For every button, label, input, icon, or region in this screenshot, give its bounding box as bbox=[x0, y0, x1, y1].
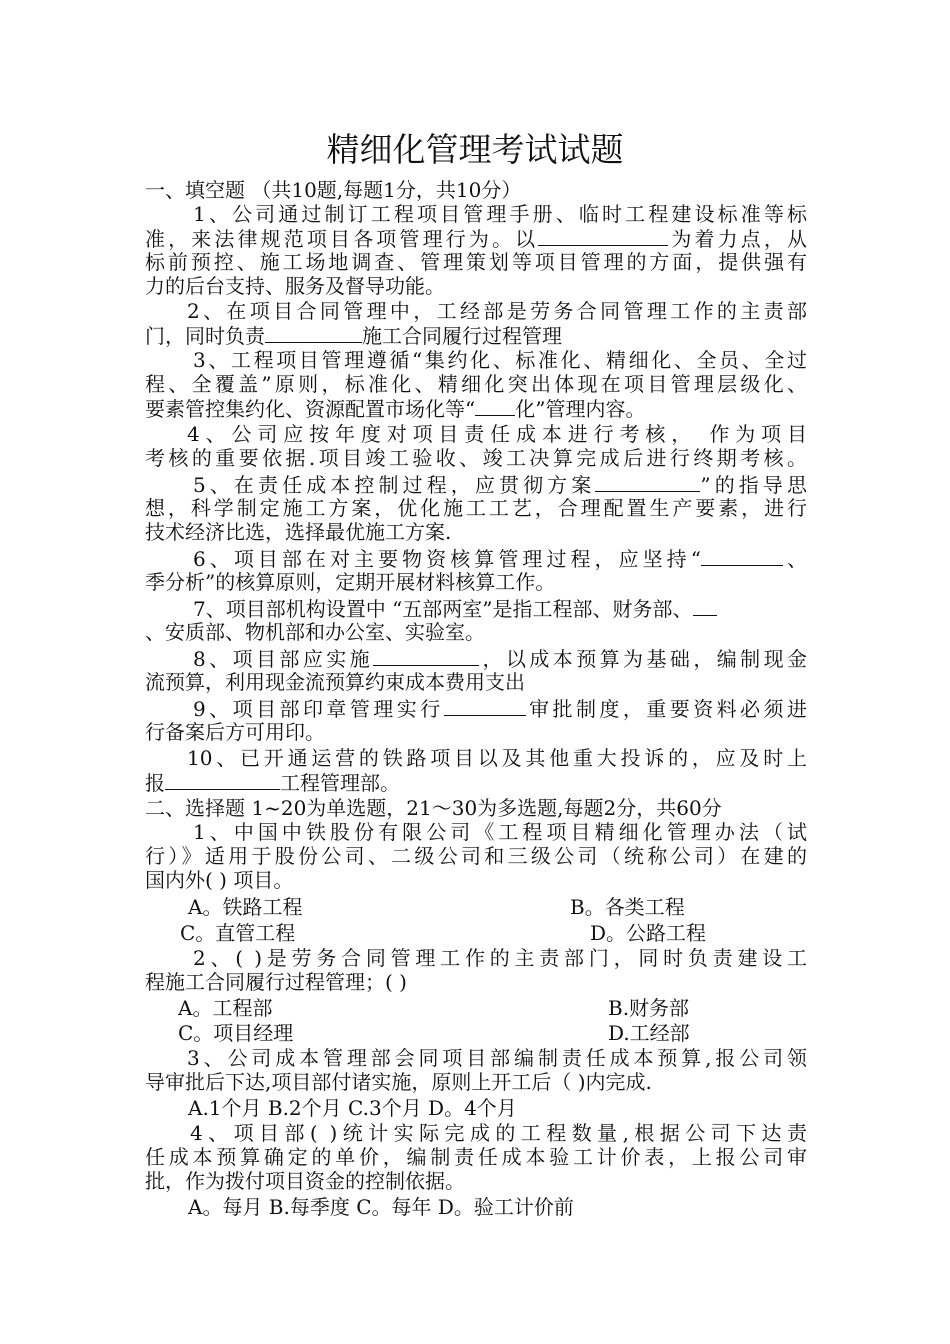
q4-line-1: 4、公司应按年度对项目责任成本进行考核， 作为项目 bbox=[187, 422, 807, 446]
q1-text-after-blank: 为着力点，从 bbox=[668, 227, 808, 251]
q5-text-before-blank: 5、在责任成本控制过程，应贯彻方案 bbox=[193, 473, 596, 497]
q7-text: 7、项目部机构设置中 “五部两室”是指工程部、财务部、 bbox=[193, 597, 693, 621]
q9-line-2: 行备案后方可用印。 bbox=[145, 720, 325, 744]
q2-answer-blank[interactable] bbox=[265, 323, 362, 343]
mc-q1-line-1: 1、中国中铁股份有限公司《工程项目精细化管理办法（试 bbox=[193, 820, 807, 844]
mc-q2-option-b[interactable]: B.财务部 bbox=[608, 996, 690, 1020]
mc-q2-option-d[interactable]: D.工经部 bbox=[608, 1021, 690, 1045]
q1-line-1: 1、公司通过制订工程项目管理手册、临时工程建设标准等标 bbox=[193, 202, 807, 226]
q10-text-before-blank: 报 bbox=[145, 771, 165, 795]
mc-q2-option-c[interactable]: C。项目经理 bbox=[178, 1021, 294, 1045]
q6-answer-blank[interactable] bbox=[701, 546, 783, 566]
mc-q1-option-b[interactable]: B。各类工程 bbox=[570, 895, 685, 919]
mc-q4-line-2: 任成本预算确定的单价，编制责任成本验工计价表，上报公司审 bbox=[145, 1145, 807, 1169]
mc-q1-line-3: 国内外( ) 项目。 bbox=[145, 868, 294, 892]
mc-q3-line-2: 导审批后下达,项目部付诸实施，原则上开工后（ )内完成. bbox=[145, 1070, 652, 1094]
q6-text-before-blank: 6、项目部在对主要物资核算管理过程，应坚持“ bbox=[193, 547, 701, 571]
q1-line-3: 标前预控、施工场地调查、管理策划等项目管理的方面，提供强有 bbox=[145, 250, 807, 274]
q7-line-2: 、安质部、物机部和办公室、实验室。 bbox=[145, 620, 485, 644]
mc-q1-option-a[interactable]: A。铁路工程 bbox=[188, 895, 303, 919]
mc-q4-line-1: 4、项目部( )统计实际完成的工程数量,根据公司下达责 bbox=[190, 1121, 807, 1145]
q1-text-before-blank: 准，来法律规范项目各项管理行为。以 bbox=[145, 227, 539, 251]
q8-answer-blank[interactable] bbox=[373, 646, 479, 666]
mc-q1-option-c[interactable]: C。直管工程 bbox=[180, 921, 296, 945]
q6-text-after-blank: 、 bbox=[782, 547, 808, 571]
q9-text-before-blank: 9、项目部印章管理实行 bbox=[193, 697, 444, 721]
mc-q4-options[interactable]: A。每月 B.每季度 C。每年 D。验工计价前 bbox=[188, 1195, 574, 1219]
q8-line-2: 流预算，利用现金流预算约束成本费用支出 bbox=[145, 670, 525, 694]
q9-answer-blank[interactable] bbox=[444, 696, 526, 716]
mc-q2-line-2: 程施工合同履行过程管理；( ) bbox=[145, 970, 407, 994]
q2-text-after-blank: 施工合同履行过程管理 bbox=[362, 324, 562, 348]
q8-line-1 bbox=[193, 646, 807, 671]
q10-line-2 bbox=[145, 770, 807, 795]
q10-answer-blank[interactable] bbox=[165, 770, 280, 790]
q9-line-1 bbox=[193, 696, 807, 721]
q3-answer-blank[interactable] bbox=[475, 396, 515, 416]
q5-answer-blank[interactable] bbox=[595, 472, 700, 492]
q1-line-2 bbox=[145, 226, 807, 251]
q3-line-3 bbox=[145, 396, 807, 421]
q4-line-2: 考核的重要依据.项目竣工验收、竣工决算完成后进行终期考核。 bbox=[145, 446, 807, 470]
q2-text-before-blank: 门，同时负责 bbox=[145, 324, 265, 348]
q5-text-after-blank: ”的指导思 bbox=[700, 473, 807, 497]
section-heading-fill-in: 一、填空题 （共10题,每题1分，共10分） bbox=[145, 178, 522, 202]
q7-line-1 bbox=[193, 596, 807, 621]
q10-line-1: 10、已开通运营的铁路项目以及其他重大投诉的，应及时上 bbox=[187, 746, 807, 770]
q8-text-after-blank: ，以成本预算为基础，编制现金 bbox=[479, 647, 808, 671]
mc-q1-option-d[interactable]: D。公路工程 bbox=[590, 921, 707, 945]
q3-text-before-blank: 要素管控集约化、资源配置市场化等“ bbox=[145, 397, 476, 421]
q3-text-after-blank: 化”管理内容。 bbox=[515, 397, 646, 421]
q2-line-1: 2、在项目合同管理中，工经部是劳务合同管理工作的主责部 bbox=[187, 299, 807, 323]
q8-text-before-blank: 8、项目部应实施 bbox=[193, 647, 374, 671]
q3-line-2: 程、全覆盖”原则，标准化、精细化突出体现在项目管理层级化、 bbox=[145, 372, 807, 396]
page-title: 精细化管理考试试题 bbox=[326, 130, 624, 169]
q7-answer-blank[interactable] bbox=[693, 596, 717, 616]
mc-q3-options[interactable]: A.1个月 B.2个月 C.3个月 D。4个月 bbox=[188, 1096, 517, 1120]
q3-line-1: 3、工程项目管理遵循“集约化、标准化、精细化、全员、全过 bbox=[193, 348, 807, 372]
mc-q1-line-2: 行）》适用于股份公司、二级公司和三级公司（统称公司）在建的 bbox=[145, 844, 807, 868]
q6-line-1 bbox=[193, 546, 807, 571]
q5-line-1 bbox=[193, 472, 807, 497]
q1-line-4: 力的后台支持、服务及督导功能。 bbox=[145, 274, 445, 298]
q5-line-3: 技术经济比选，选择最优施工方案. bbox=[145, 520, 452, 544]
q9-text-after-blank: 审批制度，重要资料必须进 bbox=[525, 697, 807, 721]
mc-q2-option-a[interactable]: A。工程部 bbox=[178, 996, 273, 1020]
q1-answer-blank[interactable] bbox=[538, 226, 668, 246]
mc-q2-line-1: 2、( )是劳务合同管理工作的主责部门，同时负责建设工 bbox=[193, 946, 807, 970]
section-heading-multiple-choice: 二、选择题 1~20为单选题，21～30为多选题,每题2分，共60分 bbox=[145, 796, 722, 820]
q6-line-2: 季分析”的核算原则，定期开展材料核算工作。 bbox=[145, 570, 556, 594]
q10-text-after-blank: 工程管理部。 bbox=[280, 771, 400, 795]
q5-line-2: 想，科学制定施工方案，优化施工工艺，合理配置生产要素，进行 bbox=[145, 496, 807, 520]
mc-q3-line-1: 3、公司成本管理部会同项目部编制责任成本预算,报公司领 bbox=[187, 1046, 807, 1070]
mc-q4-line-3: 批，作为拨付项目资金的控制依据。 bbox=[145, 1169, 465, 1193]
q2-line-2 bbox=[145, 323, 807, 348]
